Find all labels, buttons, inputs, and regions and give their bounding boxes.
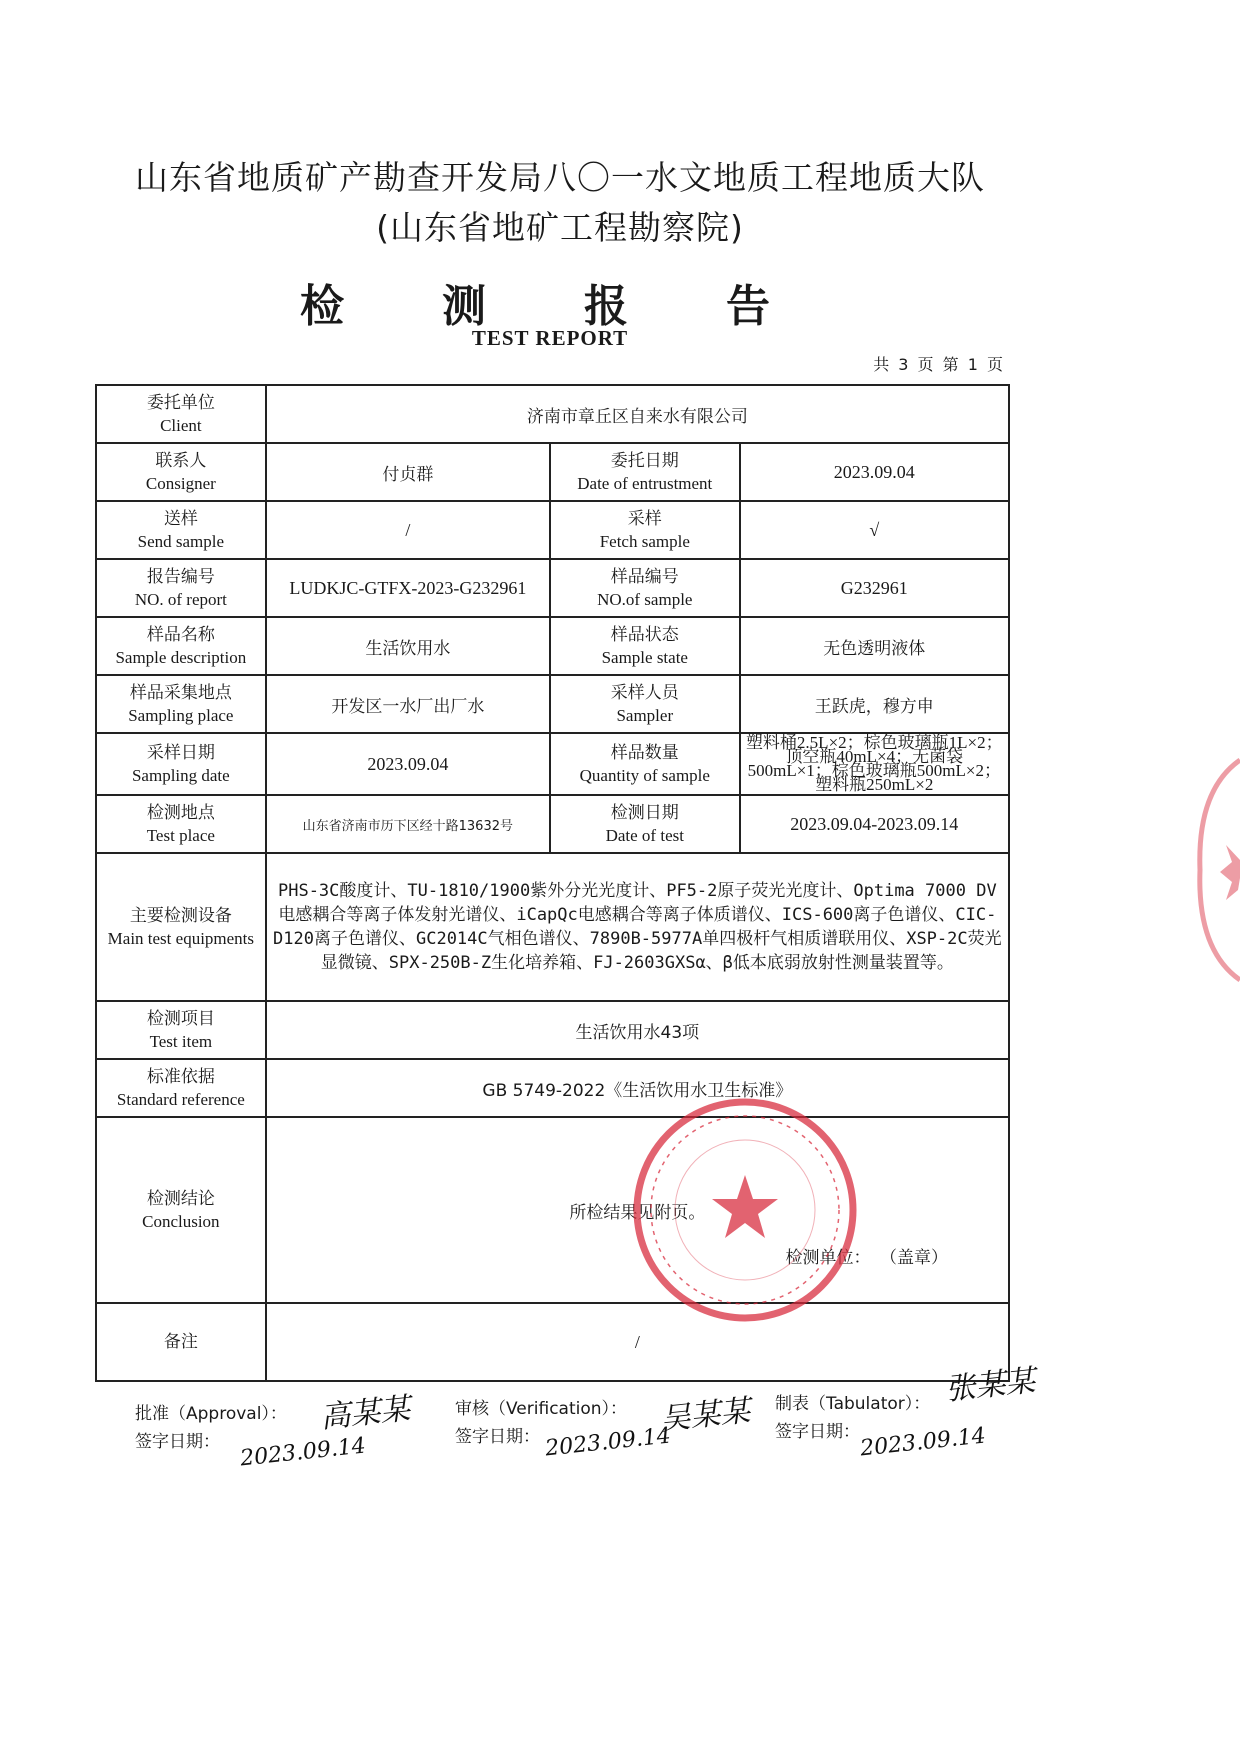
test-place-value: 山东省济南市历下区经十路13632号 [266,795,550,853]
sample-state-label: 样品状态 Sample state [550,617,740,675]
verification-date: 2023.09.14 [544,1423,672,1462]
edge-stamp-icon [1192,750,1240,990]
sample-state-value: 无色透明液体 [740,617,1009,675]
stamp-label: 检测单位： （盖章） [785,1248,948,1268]
table-row [96,443,1009,501]
remarks-label: 备注 [96,1303,266,1381]
sampling-place-value: 开发区一水厂出厂水 [266,675,550,733]
sampling-place-label: 样品采集地点 Sampling place [96,675,266,733]
table-row [96,617,1009,675]
approval-label: 批准（Approval）： [135,1404,287,1424]
approval-date-label: 签字日期： [135,1432,220,1452]
standard-label: 标准依据 Standard reference [96,1059,266,1117]
verification-label: 审核（Verification）： [455,1399,628,1419]
conclusion-label: 检测结论 Conclusion [96,1117,266,1303]
table-row [96,1001,1009,1059]
tabulator-label: 制表（Tabulator）： [775,1394,931,1414]
title-char: 告 [726,281,770,332]
test-item-label: 检测项目 Test item [96,1001,266,1059]
sampler-value: 王跃虎，穆方申 [740,675,1009,733]
title-char: 报 [584,281,628,332]
quantity-label: 样品数量 Quantity of sample [550,733,740,795]
org-alt-name: (山东省地矿工程勘察院) [376,208,744,247]
sample-desc-label: 样品名称 Sample description [96,617,266,675]
sampler-label: 采样人员 Sampler [550,675,740,733]
tabulator-date: 2023.09.14 [859,1423,987,1462]
verification-signature: 吴某某 [658,1393,752,1438]
table-row [96,1303,1009,1381]
entrust-date-label: 委托日期 Date of entrustment [550,443,740,501]
tabulator-date-label: 签字日期： [775,1422,860,1442]
table-row [96,853,1009,1001]
sampling-date-value: 2023.09.04 [266,733,550,795]
report-table [95,384,1010,1382]
equipment-label: 主要检测设备 Main test equipments [96,853,266,1001]
table-row [96,559,1009,617]
fetch-sample-value: √ [740,501,1009,559]
report-no-value: LUDKJC-GTFX-2023-G232961 [266,559,550,617]
tabulator-signature: 张某某 [943,1363,1037,1408]
client-value: 济南市章丘区自来水有限公司 [266,385,1009,443]
sample-no-value: G232961 [740,559,1009,617]
fetch-sample-label: 采样 Fetch sample [550,501,740,559]
test-item-value: 生活饮用水43项 [266,1001,1009,1059]
title-char: 测 [442,281,486,332]
consigner-label: 联系人 Consigner [96,443,266,501]
remarks-value: / [266,1303,1009,1381]
test-place-label: 检测地点 Test place [96,795,266,853]
send-sample-label: 送样 Send sample [96,501,266,559]
sample-no-label: 样品编号 NO.of sample [550,559,740,617]
send-sample-value: / [266,501,550,559]
report-no-label: 报告编号 NO. of report [96,559,266,617]
table-row [96,1117,1009,1303]
table-row [96,675,1009,733]
report-title-en: TEST REPORT [471,326,629,350]
title-char: 检 [300,281,344,332]
report-title-cn [300,270,770,334]
table-row [96,385,1009,443]
test-date-label: 检测日期 Date of test [550,795,740,853]
page-count: 共 3 页 第 1 页 [873,355,1005,374]
table-row [96,795,1009,853]
table-row [96,501,1009,559]
sample-desc-value: 生活饮用水 [266,617,550,675]
official-seal-icon [630,1095,860,1325]
consigner-value: 付贞群 [266,443,550,501]
test-date-value: 2023.09.04-2023.09.14 [740,795,1009,853]
verification-date-label: 签字日期： [455,1427,540,1447]
org-name: 山东省地质矿产勘查开发局八〇一水文地质工程地质大队 [135,158,985,197]
client-label: 委托单位 Client [96,385,266,443]
sampling-date-label: 采样日期 Sampling date [96,733,266,795]
table-row [96,1059,1009,1117]
standard-value: GB 5749-2022《生活饮用水卫生标准》 [266,1059,1009,1117]
quantity-value: 塑料桶2.5L×2；棕色玻璃瓶1L×2；顶空瓶40mL×4；无菌袋500mL×1；棕色玻璃瓶500mL×2；塑料瓶250mL×2 [740,733,1009,795]
entrust-date-value: 2023.09.04 [740,443,1009,501]
equipment-value: PHS-3C酸度计、TU-1810/1900紫外分光光度计、PF5-2原子荧光光度计、Optima 7000 DV电感耦合等离子体发射光谱仪、iCapQc电感耦合等离子体质谱仪、ICS-600离子色谱仪、CIC-D120离子色谱仪、GC2014C气相色谱仪、7890B-5977A单四极杆气相质谱联用仪、XSP-2C荧光显微镜、SPX-250B-Z生化培养箱、FJ-2603GXSα、β低本底弱放射性测量装置等。 [266,853,1009,1001]
approval-signature: 高某某 [318,1391,412,1436]
conclusion-value: 所检结果见附页。 [569,1202,706,1223]
approval-date: 2023.09.14 [239,1433,367,1472]
table-row [96,733,1009,795]
